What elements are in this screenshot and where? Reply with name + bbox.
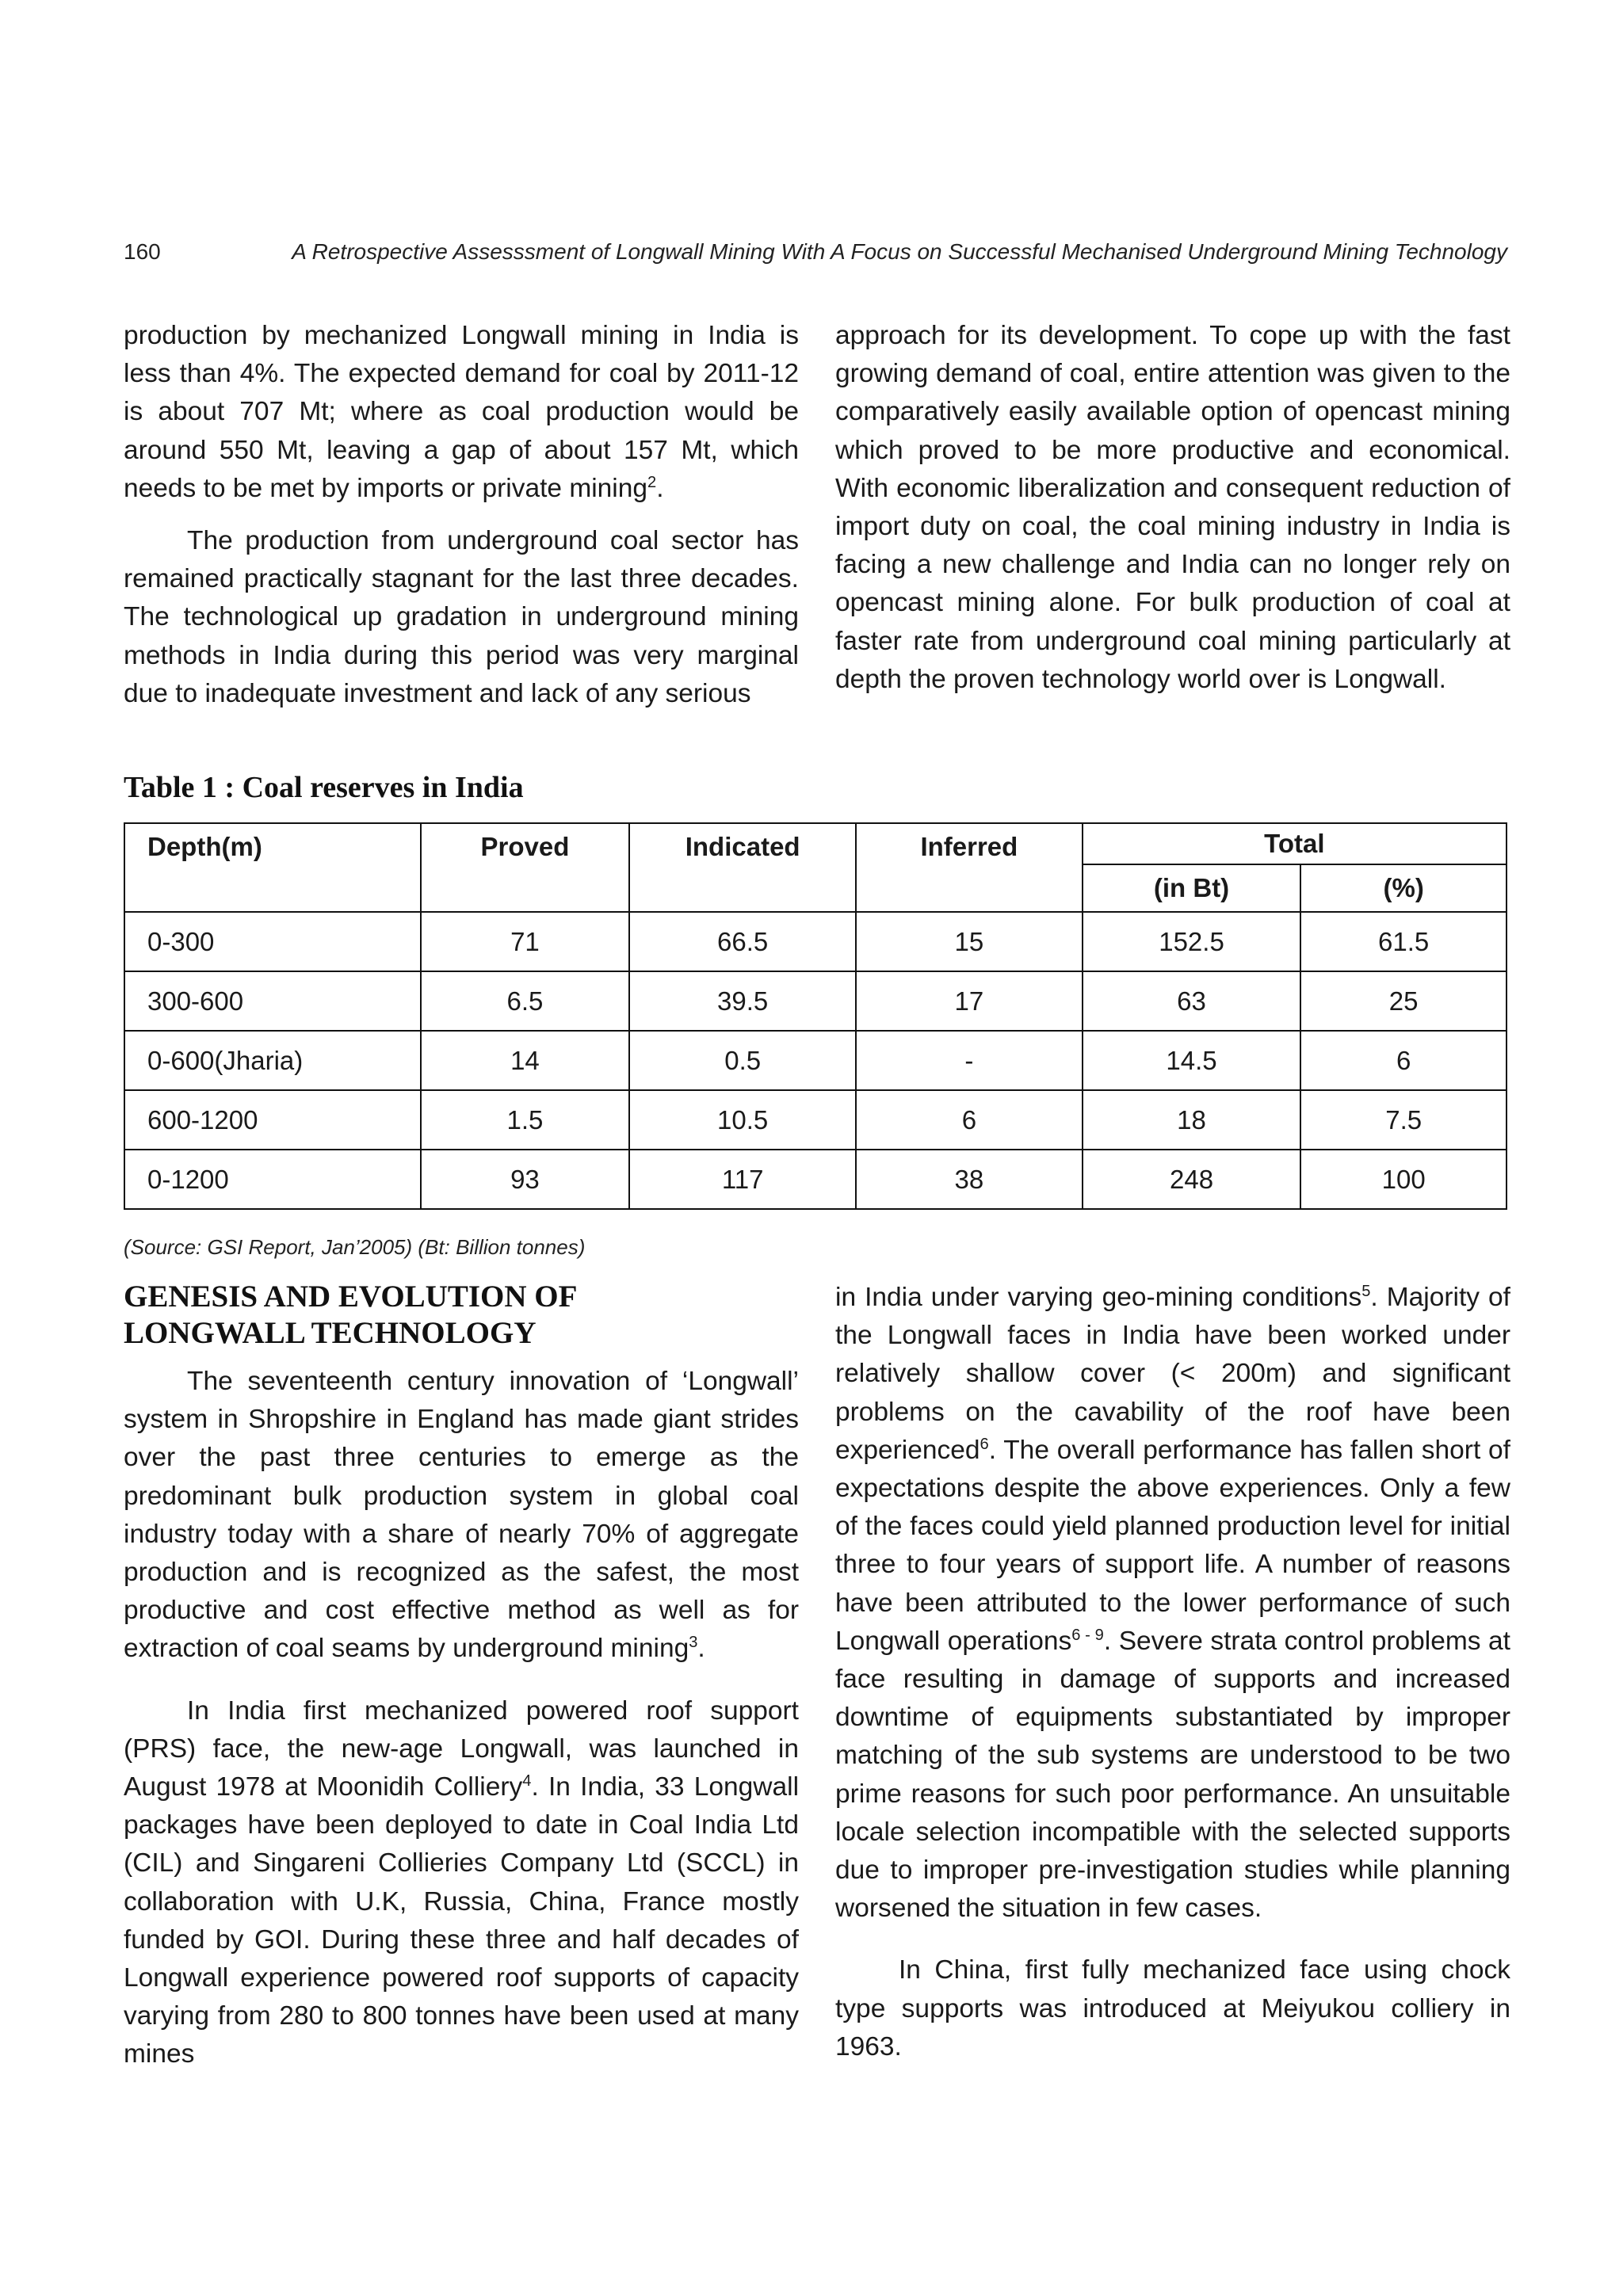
right-column-bottom xyxy=(835,1279,1510,2066)
table-cell: 61.5 xyxy=(1300,912,1507,971)
table-cell: 14 xyxy=(421,1031,630,1090)
paragraph-text: . xyxy=(697,1634,705,1664)
paragraph-text: . Majority of the Longwall faces in India have been worked under relatively shallow cover (< 200m) and significant problems on the cavability of the roof have been experienced xyxy=(835,1283,1510,1465)
coal-reserves-table xyxy=(124,822,1507,1210)
table-cell: 1.5 xyxy=(421,1090,630,1150)
paragraph-text: in India under varying geo-mining conditions xyxy=(835,1283,1362,1312)
table-cell: 71 xyxy=(421,912,630,971)
table-cell: 18 xyxy=(1083,1090,1301,1150)
table-cell: 6.5 xyxy=(421,971,630,1031)
table-row xyxy=(124,912,1507,971)
table-row xyxy=(124,1150,1507,1209)
column-header: Inferred xyxy=(856,823,1083,912)
paragraph xyxy=(835,1279,1510,1928)
paragraph-text: In India first mechanized powered roof support (PRS) face, the new-age Longwall, was launched in August 1978 at Moonidih Colliery xyxy=(124,1695,799,1802)
table-source-note: (Source: GSI Report, Jan’2005) (Bt: Billion tonnes) xyxy=(124,1235,586,1259)
section-heading xyxy=(124,1279,799,1352)
table-cell: 66.5 xyxy=(629,912,856,971)
left-column-top xyxy=(124,317,799,713)
paragraph xyxy=(124,1363,799,1669)
column-header: (in Bt) xyxy=(1083,864,1301,912)
column-header: Depth(m) xyxy=(124,823,421,912)
table-cell: 39.5 xyxy=(629,971,856,1031)
paragraph-text: The seventeenth century innovation of ‘Longwall’ system in Shropshire in England has made giant strides over the past three centuries to emerge as the predominant bulk production system in global coal industry today with a share of nearly 70% of aggregate production and is recognized as the safest, the most productive and cost effective method as well as for extraction of coal seams by underground mining xyxy=(124,1367,799,1664)
table-cell: 15 xyxy=(856,912,1083,971)
table-cell: 17 xyxy=(856,971,1083,1031)
section-heading-line: GENESIS AND EVOLUTION OF xyxy=(124,1280,578,1314)
paragraph xyxy=(124,1692,799,2074)
table-cell: 7.5 xyxy=(1300,1090,1507,1150)
table-cell: 248 xyxy=(1083,1150,1301,1209)
running-header xyxy=(124,235,1507,269)
table-caption: Table 1 : Coal reserves in India xyxy=(124,771,524,804)
table-cell: 0.5 xyxy=(629,1031,856,1090)
reference-mark: 5 xyxy=(1361,1282,1371,1300)
section-heading-line: LONGWALL TECHNOLOGY xyxy=(124,1316,537,1350)
table-row xyxy=(124,1031,1507,1090)
table-cell: 6 xyxy=(856,1090,1083,1150)
page-number: 160 xyxy=(124,239,161,264)
table-cell: - xyxy=(856,1031,1083,1090)
right-column-top xyxy=(835,317,1510,699)
table-cell: 0-300 xyxy=(124,912,421,971)
table-cell: 14.5 xyxy=(1083,1031,1301,1090)
table-cell: 100 xyxy=(1300,1150,1507,1209)
paragraph: The production from underground coal sector has remained practically stagnant for the last three decades. The technological up gradation in underground mining methods in India during this period was very marginal due to inadequate investment and lack of any serious xyxy=(124,526,799,708)
paragraph: In China, first fully mechanized face using chock type supports was introduced at Meiyukou colliery in 1963. xyxy=(835,1955,1510,2061)
table-header-row xyxy=(124,823,1507,864)
paragraph-text: production by mechanized Longwall mining in India is less than 4%. The expected demand for coal by 2011-12 is about 707 Mt; where as coal production would be around 550 Mt, leaving a gap of about 157 Mt, which needs to be met by imports or private mining xyxy=(124,321,799,503)
reference-mark: 3 xyxy=(689,1634,698,1652)
table-cell: 6 xyxy=(1300,1031,1507,1090)
paragraph: approach for its development. To cope up with the fast growing demand of coal, entire attention was given to the comparatively easily available option of opencast mining which proved to be more productive and economical. With economic liberalization and consequent reduction of import duty on coal, the coal mining industry in India is facing a new challenge and India can no longer rely on opencast mining alone. For bulk production of coal at faster rate from underground coal mining particularly at depth the proven technology world over is Longwall. xyxy=(835,321,1510,694)
running-title: A Retrospective Assesssment of Longwall Mining With A Focus on Successful Mechanised Underground Mining Technology xyxy=(292,239,1507,264)
reference-mark: 4 xyxy=(522,1772,532,1790)
reference-mark: 6 - 9 xyxy=(1071,1626,1104,1644)
paragraph-text: . Severe strata control problems at face resulting in damage of supports and increased downtime of equipments substantiated by improper matching of the sub systems are understood to be two prime reasons for such poor performance. An unsuitable locale selection incompatible with the selected supports due to improper pre-investigation studies while planning worsened the situation in few cases. xyxy=(835,1626,1510,1924)
table-cell: 117 xyxy=(629,1150,856,1209)
paragraph-text: . xyxy=(656,473,664,503)
table-cell: 38 xyxy=(856,1150,1083,1209)
column-header: Total xyxy=(1083,823,1507,864)
table-cell: 0-600(Jharia) xyxy=(124,1031,421,1090)
table-cell: 600-1200 xyxy=(124,1090,421,1150)
table-cell: 300-600 xyxy=(124,971,421,1031)
paragraph xyxy=(124,317,799,508)
reference-mark: 6 xyxy=(980,1435,989,1453)
column-header: Proved xyxy=(421,823,630,912)
table-row xyxy=(124,1090,1507,1150)
table-cell: 93 xyxy=(421,1150,630,1209)
column-header: Indicated xyxy=(629,823,856,912)
paragraph-text: . The overall performance has fallen short of expectations despite the above experiences. Only a few of the faces could yield planned production level for initial three to four years of support life. A number of reasons have been attributed to the lower performance of such Longwall operations xyxy=(835,1435,1510,1656)
table-cell: 152.5 xyxy=(1083,912,1301,971)
left-column-bottom xyxy=(124,1363,799,2074)
table-cell: 25 xyxy=(1300,971,1507,1031)
table-cell: 63 xyxy=(1083,971,1301,1031)
paragraph-text: . In India, 33 Longwall packages have been deployed to date in Coal India Ltd (CIL) and Singareni Collieries Company Ltd (SCCL) in collaboration with U.K, Russia, China, France mostly funded by GOI. During these three and half decades of Longwall experience powered roof supports of capacity varying from 280 to 800 tonnes have been used at many mines xyxy=(124,1772,800,2069)
table-cell: 0-1200 xyxy=(124,1150,421,1209)
reference-mark: 2 xyxy=(647,473,657,491)
table-row xyxy=(124,971,1507,1031)
table-cell: 10.5 xyxy=(629,1090,856,1150)
column-header: (%) xyxy=(1300,864,1507,912)
